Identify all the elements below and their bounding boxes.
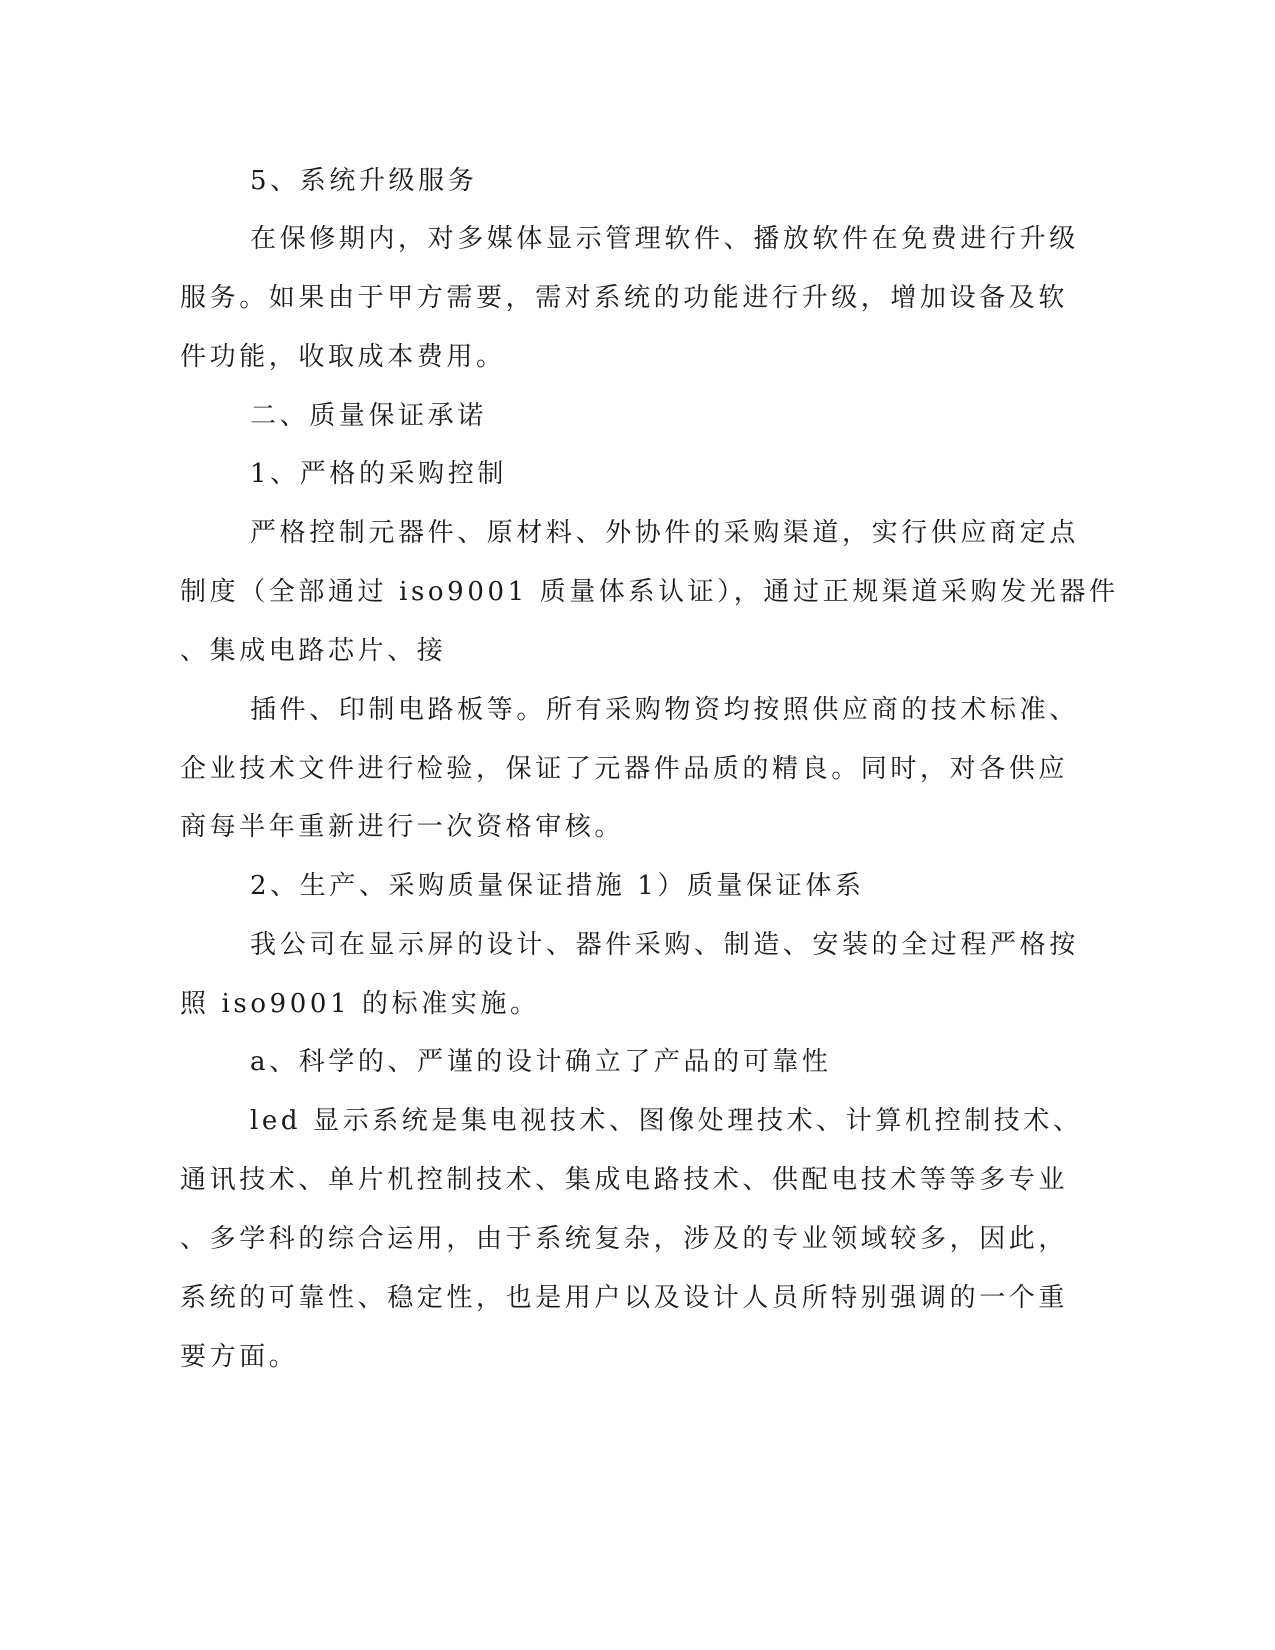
paragraph-line: 服务。如果由于甲方需要，需对系统的功能进行升级，增加设备及软 [180, 283, 1069, 313]
heading-quality-measures: 2、生产、采购质量保证措施 1）质量保证体系 [250, 871, 865, 901]
heading-quality-commitment: 二、质量保证承诺 [250, 401, 487, 431]
paragraph-line: led 显示系统是集电视技术、图像处理技术、计算机控制技术、 [250, 1106, 1083, 1136]
paragraph-line: 、集成电路芯片、接 [180, 636, 447, 666]
paragraph-line: 插件、印制电路板等。所有采购物资均按照供应商的技术标准、 [250, 695, 1079, 725]
paragraph-line: 制度（全部通过 iso9001 质量体系认证），通过正规渠道采购发光器件 [180, 577, 1119, 607]
paragraph-line: 在保修期内，对多媒体显示管理软件、播放软件在免费进行升级 [250, 224, 1079, 254]
paragraph-line: 严格控制元器件、原材料、外协件的采购渠道，实行供应商定点 [250, 518, 1079, 548]
paragraph-line: 系统的可靠性、稳定性，也是用户以及设计人员所特别强调的一个重 [180, 1283, 1069, 1313]
heading-design-reliability: a、科学的、严谨的设计确立了产品的可靠性 [250, 1047, 832, 1077]
heading-procurement-control: 1、严格的采购控制 [250, 459, 507, 489]
paragraph-line: 、多学科的综合运用，由于系统复杂，涉及的专业领域较多，因此， [180, 1224, 1069, 1254]
paragraph-line: 通讯技术、单片机控制技术、集成电路技术、供配电技术等等多专业 [180, 1165, 1069, 1195]
paragraph-line: 商每半年重新进行一次资格审核。 [180, 812, 625, 842]
paragraph-line: 要方面。 [180, 1342, 299, 1372]
paragraph-line: 件功能，收取成本费用。 [180, 342, 506, 372]
paragraph-line: 照 iso9001 的标准实施。 [180, 989, 540, 1019]
paragraph-line: 企业技术文件进行检验，保证了元器件品质的精良。同时，对各供应 [180, 754, 1069, 784]
paragraph-line: 我公司在显示屏的设计、器件采购、制造、安装的全过程严格按 [250, 930, 1079, 960]
heading-system-upgrade-service: 5、系统升级服务 [250, 166, 478, 196]
